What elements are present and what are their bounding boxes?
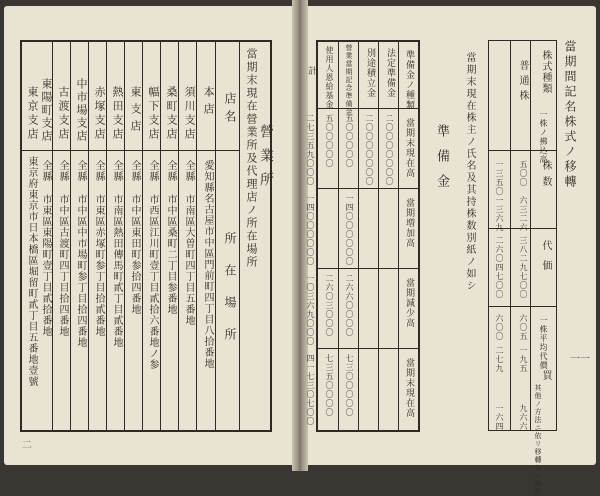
branch-name: 古渡支店 [57, 86, 70, 142]
branch-name: 中市場支店 [75, 78, 88, 143]
branch-place: 全縣 市中區東田町参拾四番地 [129, 160, 140, 315]
branch-name: 熱田支店 [111, 86, 124, 142]
branch-name: 東支店 [129, 86, 142, 137]
branch-place: 愛知縣名古屋市中區門前町四丁目八拾番地 [202, 160, 213, 369]
reserve-header-end: 當期末現在高 [404, 358, 414, 418]
share-value: 六三二六 [519, 196, 528, 232]
share-first-label: 一株ノ拂込高 [539, 110, 548, 164]
reserve-row-start: 五〇〇〇〇〇 [345, 114, 354, 168]
reserve-total-end: 四一七三〇七〇〇 [306, 354, 315, 426]
share-value: 一六四 [495, 404, 504, 431]
share-header-qty: 株数 [540, 160, 551, 192]
branch-name: 桑町支店 [165, 86, 178, 142]
share-value: 五〇〇 [519, 160, 528, 187]
reserve-row-end: 七三五〇〇〇〇 [325, 354, 334, 417]
reserve-total-sub: 一〇三六九〇〇〇 [306, 274, 315, 346]
branch-place: 東京府東京市日本橋區堀留町貳丁目五番地壹號 [26, 156, 37, 387]
branches-title: 營業所 [258, 124, 274, 196]
branch-place: 全縣 市南區大曽町四丁目五番地 [183, 160, 194, 326]
reserve-row-start: 二〇〇〇〇〇〇〇 [365, 114, 374, 186]
left-page-number: 二 [22, 440, 32, 451]
share-value: 六〇五 [519, 314, 528, 341]
reserve-total-name: 計 [306, 66, 316, 76]
share-value: 一三五〇 [495, 160, 504, 196]
reserve-row-end: 七三〇〇〇〇〇 [345, 354, 354, 417]
reserve-row-name: 營業當期記念準備金 [345, 44, 353, 116]
branch-header-place: 所在場所 [223, 232, 237, 360]
share-ordinary-label: 普通株 [517, 60, 528, 105]
reserve-row-name: 別途積立金 [365, 48, 375, 98]
reserve-header-sub: 當期減少高 [404, 278, 414, 328]
reserve-total-add: 一四〇〇〇〇〇〇 [306, 194, 315, 266]
branch-name: 幅下支店 [147, 86, 160, 142]
share-header-price: 代価 [540, 240, 551, 280]
shareholders-note: 當期末現在株主ノ氏名及其持株数別紙ノ如シ [464, 52, 475, 292]
reserve-row-start: 二〇〇〇〇〇〇〇 [385, 114, 394, 186]
reserve-row-name: 法定準備金 [385, 48, 395, 98]
branch-name: 東陽町支店 [40, 78, 53, 143]
branch-name: 東京支店 [26, 86, 39, 142]
share-value: 一三六九 [495, 196, 504, 232]
branch-place: 全縣 市西區江川町壹丁目貳拾六番地ノ参 [147, 160, 158, 370]
reserve-header-add: 當期増加高 [404, 198, 414, 248]
branch-header-name: 店名 [223, 92, 237, 128]
branch-name: 須川支店 [183, 86, 196, 142]
branches-subtitle: 當期末現在營業所及代理店ノ所在場所 [245, 48, 258, 269]
share-header-type: 株式種類 [540, 50, 551, 94]
share-value: 六〇〇 [495, 314, 504, 341]
share-value: 九六六 [519, 404, 528, 431]
branch-place: 全縣 市中區古渡町四丁目拾四番地 [57, 160, 68, 337]
reserve-total-start: 二七三五九〇〇〇 [306, 114, 315, 186]
share-header-avg: 一株平均代價 [539, 316, 548, 370]
reserve-row-sub: 二六六〇〇〇〇 [345, 274, 354, 337]
share-header-buy: 買 [540, 370, 551, 381]
right-page-number: 一一 [570, 354, 590, 365]
branch-name: 本店 [202, 86, 215, 120]
branch-place: 全縣 市中區桑町二丁目参番地 [165, 160, 176, 315]
branch-place: 全縣 市中區中市場町参丁目拾四番地 [75, 160, 86, 348]
share-header-note: 其他ノ方法ニ依リ移轉セル株数 [534, 384, 542, 496]
transfer-title: 當期間記名株式ノ移轉 [563, 40, 577, 190]
reserve-title: 準備金 [434, 124, 449, 199]
share-value: 一九五 [519, 346, 528, 373]
reserve-header-kind: 準備金ノ種類 [404, 50, 414, 110]
branch-place: 全縣 市東區東陽町壹丁目貳拾番地 [40, 160, 51, 337]
reserve-row-name: 使用人恩給基金 [325, 46, 334, 109]
reserve-row-sub: 二六〇三〇〇〇 [325, 274, 334, 337]
branch-name: 赤塚支店 [93, 86, 106, 142]
reserve-header-start: 當期末現在高 [404, 118, 414, 178]
branch-place: 全縣 市南區熱田傳馬町貳丁目貳番地 [111, 160, 122, 348]
reserve-row-start: 五〇〇〇〇〇 [325, 114, 334, 168]
share-value: 二六〇四七〇〇 [495, 236, 504, 299]
reserve-row-add: 一四〇〇〇〇〇〇 [345, 194, 354, 266]
share-value: 三八二九七〇〇 [519, 236, 528, 299]
share-value: 二七九 [495, 346, 504, 373]
branch-place: 全縣 市東區赤塚町参丁目拾貳番地 [93, 160, 104, 337]
